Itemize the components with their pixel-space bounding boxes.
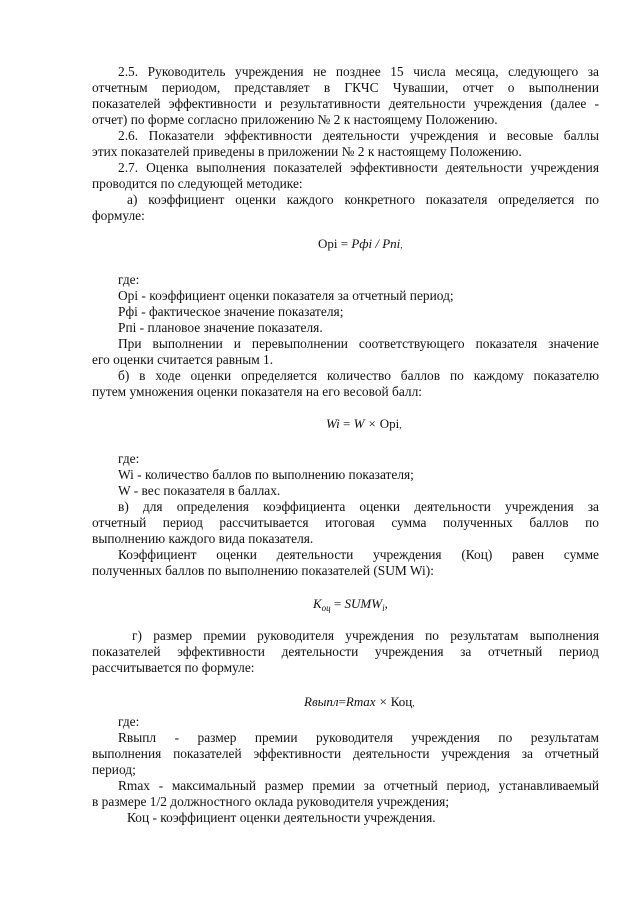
formula-opi-tail: ,	[400, 240, 403, 250]
definition-line: Rmax - максимальный размер премии за отчетный период, устанавливаемый	[118, 778, 599, 793]
definition-line: период;	[92, 762, 136, 777]
item-a-line: формуле:	[92, 208, 145, 223]
where-label: где:	[118, 714, 140, 729]
paragraph-2-5-line: отчетным периодом, представляет в ГКЧС Чувашии, отчет о выполнении	[92, 80, 599, 95]
paragraph-line: полученных баллов по выполнению показателей (SUM Wi):	[92, 563, 434, 578]
formula-rvypl-tail: ,	[412, 698, 415, 708]
formula-koc-tail: ,	[384, 596, 388, 611]
item-g-line: рассчитывается по формуле:	[92, 660, 255, 675]
definition-line: Рпi - плановое значение показателя.	[118, 320, 323, 335]
item-v-line: отчетный период рассчитывается итоговая сумма полученных баллов по	[92, 515, 599, 530]
formula-wi-lhs: Wi	[326, 416, 340, 431]
formula-rvypl-rhs: Коц	[390, 694, 413, 709]
formula-equals: =	[342, 416, 351, 431]
item-v-line: в) для определения коэффициента оценки деятельности учреждения за	[118, 499, 599, 514]
paragraph-2-6-line: 2.6. Показатели эффективности деятельности учреждения и весовые баллы	[118, 128, 599, 143]
definition-line: Wi - количество баллов по выполнению показателя;	[118, 467, 414, 482]
paragraph-2-7-line: 2.7. Оценка выполнения показателей эффективности деятельности учреждения	[118, 160, 599, 175]
formula-opi	[318, 236, 403, 252]
paragraph-line: При выполнении и перевыполнении соответствующего показателя значение	[118, 336, 599, 351]
paragraph-2-5-line: показателей эффективности и результативности деятельности учреждения (далее -	[92, 96, 599, 111]
formula-wi-rhs: Opi	[379, 416, 400, 431]
formula-rvypl-lhs: Rвыпл	[304, 694, 339, 709]
item-g-line: показателей эффективности деятельности учреждения за отчетный период	[92, 644, 599, 659]
item-a-line: а) коэффициент оценки каждого конкретного показателя определяется по	[127, 192, 599, 207]
formula-opi-rhs: Pфi / Pпi	[351, 236, 401, 251]
paragraph-2-5-line: 2.5. Руководитель учреждения не позднее 15 числа месяца, следующего за	[118, 64, 599, 79]
where-label: где:	[118, 272, 140, 287]
paragraph-line: Коэффициент оценки деятельности учреждения (Коц) равен сумме	[118, 547, 599, 562]
formula-equals: =	[338, 694, 346, 709]
item-v-line: выполнению каждого вида показателя.	[92, 531, 314, 546]
formula-rvypl-mid: Rmax ×	[345, 694, 388, 709]
formula-equals: =	[340, 236, 349, 251]
formula-rvypl	[304, 694, 415, 710]
paragraph-2-6-line: этих показателей приведены в приложении № 2 к настоящему Положению.	[92, 144, 522, 159]
formula-koc-rhs-sub: i	[382, 603, 385, 613]
formula-koc-rhs: SUMW	[344, 596, 383, 611]
formula-koc-lhs-sub: оц	[321, 603, 331, 613]
definition-line: W - вес показателя в баллах.	[118, 483, 281, 498]
formula-opi-lhs: Opi	[318, 236, 338, 251]
definition-line: Рфi - фактическое значение показателя;	[118, 304, 344, 319]
definition-line: Коц - коэффициент оценки деятельности учреждения.	[127, 810, 436, 825]
paragraph-2-7-line: проводится по следующей методике:	[92, 176, 303, 191]
item-b-line: б) в ходе оценки определяется количество баллов по каждому показателю	[118, 368, 599, 383]
formula-wi-mid: W ×	[353, 416, 377, 431]
formula-koc-lhs: K	[313, 596, 322, 611]
item-g-line: г) размер премии руководителя учреждения по результатам выполнения	[132, 628, 599, 643]
formula-koc	[313, 596, 388, 613]
paragraph-line: его оценки считается равным 1.	[92, 352, 274, 367]
formula-wi-tail: ,	[399, 420, 402, 430]
definition-line: Rвыпл - размер премии руководителя учреждения по результатам	[118, 730, 599, 745]
formula-equals: =	[333, 596, 342, 611]
where-label: где:	[118, 451, 140, 466]
formula-wi	[326, 416, 401, 432]
item-b-line: путем умножения оценки показателя на его весовой балл:	[92, 384, 422, 399]
definition-line: в размере 1/2 должностного оклада руководителя учреждения;	[92, 794, 450, 809]
definition-line: Opi - коэффициент оценки показателя за отчетный период;	[118, 288, 454, 303]
definition-line: выполнения показателей эффективности деятельности учреждения за отчетный	[92, 746, 599, 761]
paragraph-2-5-line: отчет) по форме согласно приложению № 2 к настоящему Положению.	[92, 112, 498, 127]
